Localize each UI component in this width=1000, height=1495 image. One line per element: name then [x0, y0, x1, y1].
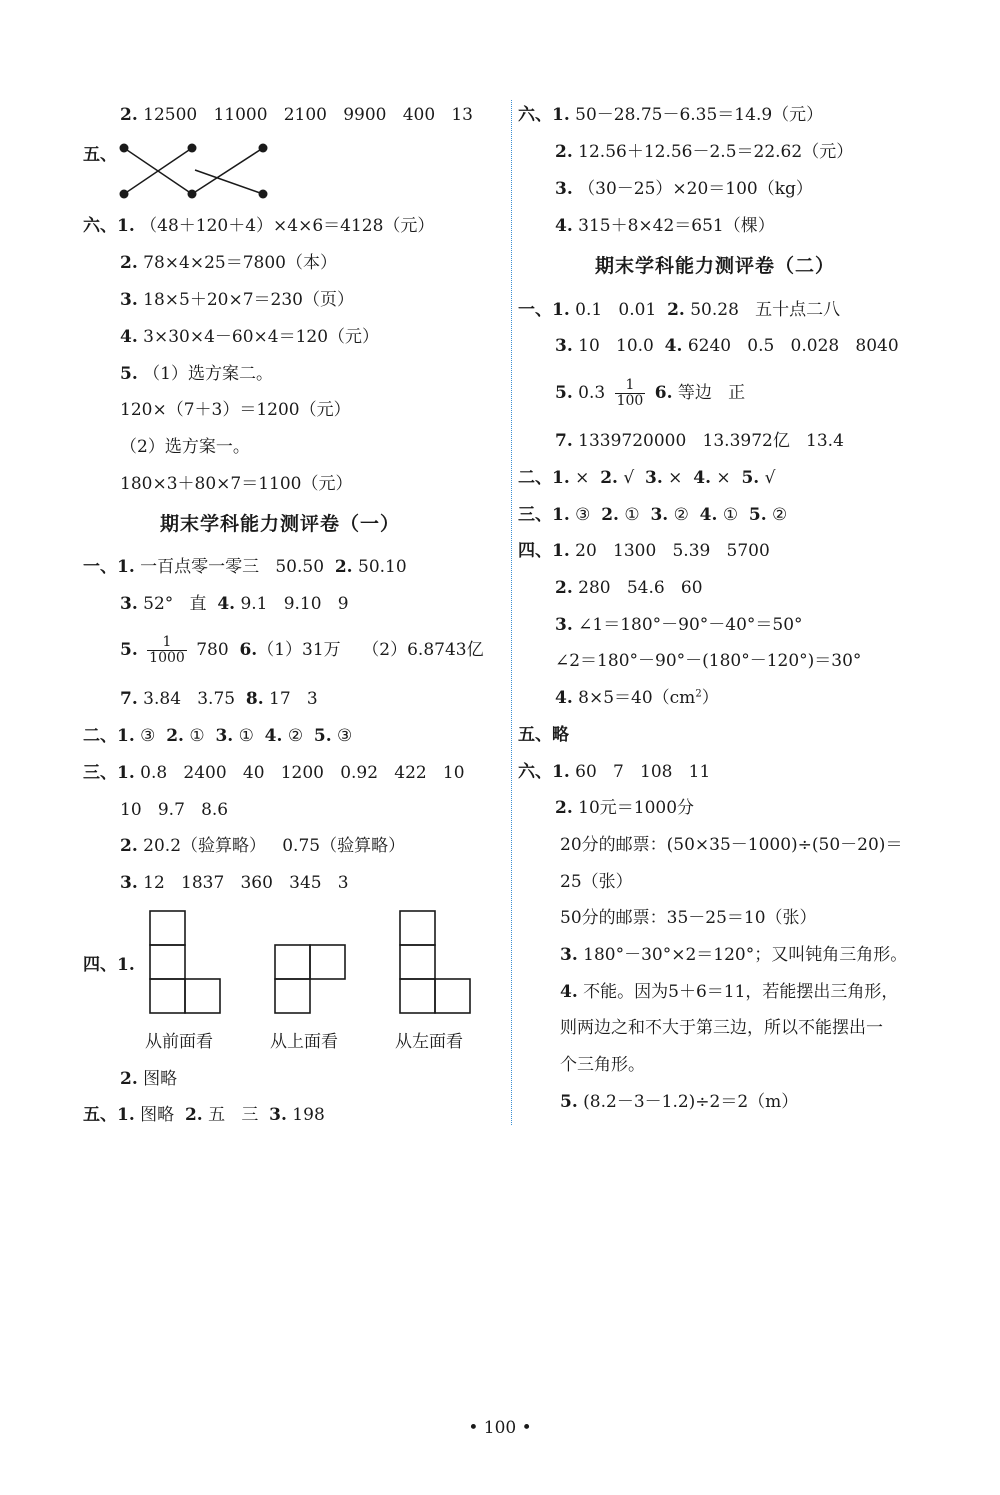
right-line-14: ∠2＝180°－90°－(180°－120°)＝30° — [555, 651, 862, 671]
left-line-9: （2）选方案一。 — [120, 437, 250, 457]
left-line-4 — [120, 253, 337, 273]
section-label: 四、 — [518, 541, 552, 561]
left-line-18 — [120, 836, 405, 856]
item-number: 1. — [552, 541, 570, 561]
left-line-8: 120×（7＋3）＝1200（元） — [120, 400, 351, 420]
item-number: 5. — [120, 364, 138, 384]
item-number: 2. — [120, 253, 138, 273]
answer-text: ① — [624, 505, 651, 525]
left-line-15 — [83, 726, 352, 746]
item-number: 4. — [664, 336, 683, 356]
section-label: 三、 — [83, 763, 117, 783]
section-label: 一、 — [518, 300, 552, 320]
answer-text: 50.10 — [352, 557, 407, 577]
left-line-11 — [83, 557, 407, 577]
answer-text: 1339720000 13.3972亿 13.4 — [578, 431, 844, 451]
right-line-8 — [555, 431, 844, 451]
left-line-21 — [120, 1069, 177, 1089]
answer-text: 9.1 9.10 9 — [235, 594, 349, 614]
answer-text: 图略 — [143, 1069, 178, 1089]
answer-text: （1）31万 （2）6.8743亿 — [257, 640, 484, 660]
answer-text: 3.84 3.75 — [143, 689, 246, 709]
item-number: 3. — [215, 726, 234, 746]
item-number: 4. — [699, 505, 718, 525]
left-line-1 — [120, 105, 473, 125]
section-label: 五、 — [518, 725, 552, 745]
left-line-22 — [83, 1105, 325, 1125]
section-label: 六、 — [518, 105, 552, 125]
answer-text: 50－28.75－6.35＝14.9（元） — [575, 105, 824, 125]
answer-text: 52° 直 — [143, 594, 218, 614]
top-view-figure — [270, 940, 350, 1018]
heading-exam-2: 期末学科能力测评卷（二） — [595, 255, 836, 277]
section-label-wu: 五、 — [83, 145, 117, 165]
right-line-2 — [555, 142, 853, 162]
answer-text: 0.8 2400 40 1200 0.92 422 10 — [140, 763, 465, 783]
answer-text: 图略 — [140, 1105, 185, 1125]
item-number: 3. — [120, 873, 138, 893]
item-number: 6. — [239, 640, 258, 660]
right-line-20: 25（张） — [560, 872, 633, 892]
right-line-5 — [518, 300, 840, 320]
item-number: 1. — [117, 726, 135, 746]
answer-text: × — [668, 468, 694, 488]
answer-text: 12500 11000 2100 9900 400 13 — [143, 105, 473, 125]
left-line-3 — [83, 216, 434, 236]
answer-text: 一百点零一零三 50.50 — [140, 557, 335, 577]
item-number: 1. — [117, 216, 135, 236]
item-number: 4. — [264, 726, 283, 746]
answer-text: 18×5＋20×7＝230（页） — [143, 290, 354, 310]
fraction — [615, 378, 646, 409]
answer-text: (8.2－3－1.2)÷2＝2（m） — [583, 1092, 799, 1112]
answer-text: 198 — [286, 1105, 325, 1125]
section-label: 一、 — [83, 557, 117, 577]
answer-text: 78×4×25＝7800（本） — [143, 253, 337, 273]
right-line-3 — [555, 179, 813, 199]
section-label: 三、 — [518, 505, 552, 525]
item-number: 1. — [117, 557, 135, 577]
column-divider — [511, 100, 512, 1125]
section-label: 二、 — [83, 726, 117, 746]
item-number: 1. — [117, 1105, 135, 1125]
section-label: 四、 — [83, 955, 117, 975]
item-number: 2. — [667, 300, 685, 320]
answer-text: 17 3 — [263, 689, 318, 709]
item-number: 2. — [555, 578, 573, 598]
item-number: 2. — [600, 468, 618, 488]
fraction-numerator: 1 — [147, 635, 187, 651]
item-number: 3. — [120, 594, 138, 614]
item-number: 2. — [601, 505, 619, 525]
right-line-13 — [555, 615, 803, 635]
section-label: 五、 — [83, 1105, 117, 1125]
answer-text: 等边 正 — [677, 383, 746, 403]
fraction-numerator: 1 — [615, 378, 646, 394]
item-number: 1. — [552, 505, 570, 525]
view-label-top: 从上面看 — [270, 1032, 338, 1052]
heading-exam-1: 期末学科能力测评卷（一） — [160, 513, 401, 535]
left-line-13 — [120, 633, 484, 667]
left-line-17: 10 9.7 8.6 — [120, 800, 229, 820]
answer-text: 8×5＝40（cm — [578, 688, 696, 708]
answer-text: 20 1300 5.39 5700 — [575, 541, 770, 561]
right-line-9 — [518, 468, 775, 488]
item-number: 4. — [555, 688, 573, 708]
item-number: 5. — [741, 468, 760, 488]
right-line-15 — [555, 688, 719, 708]
answer-text: 略 — [552, 725, 569, 745]
answer-text: 6240 0.5 0.028 8040 — [682, 336, 899, 356]
item-number: 5. — [120, 640, 138, 660]
item-number: 4. — [693, 468, 711, 488]
answer-text: ∠1＝180°－90°－40°＝50° — [578, 615, 803, 635]
left-line-16 — [83, 763, 465, 783]
left-line-10: 180×3＋80×7＝1100（元） — [120, 474, 353, 494]
left-line-5 — [120, 290, 354, 310]
right-line-22 — [560, 945, 907, 965]
answer-text: 12.56＋12.56－2.5＝22.62（元） — [578, 142, 854, 162]
item-number: 2. — [166, 726, 184, 746]
fraction-denominator: 1000 — [149, 650, 185, 666]
right-line-18 — [555, 798, 694, 818]
answer-text: 20.2（验算略） 0.75（验算略） — [143, 836, 406, 856]
right-line-11 — [518, 541, 770, 561]
item-number: 5. — [555, 383, 573, 403]
right-line-4 — [555, 216, 775, 236]
item-number: 3. — [555, 336, 573, 356]
item-number: 4. — [560, 982, 578, 1002]
item-number: 3. — [560, 945, 578, 965]
answer-text: 五 三 — [208, 1105, 270, 1125]
item-number: 3. — [645, 468, 663, 488]
answer-text: 0.1 0.01 — [575, 300, 668, 320]
answer-text: 10元＝1000分 — [578, 798, 695, 818]
front-view-figure — [145, 906, 225, 1018]
right-line-23 — [560, 982, 898, 1002]
item-number: 2. — [184, 1105, 203, 1125]
superscript: 2 — [695, 688, 702, 700]
answer-text: 0.3 — [578, 383, 606, 403]
left-line-12 — [120, 594, 349, 614]
right-line-16 — [518, 725, 569, 745]
page-number: • 100 • — [468, 1418, 532, 1438]
answer-text: 3×30×4－60×4＝120（元） — [143, 327, 380, 347]
right-line-19: 20分的邮票：(50×35－1000)÷(50－20)＝ — [560, 835, 903, 855]
view-label-left: 从左面看 — [395, 1032, 463, 1052]
item-number: 6. — [654, 383, 673, 403]
answer-text: 280 54.6 60 — [578, 578, 703, 598]
section-label: 二、 — [518, 468, 552, 488]
item-number: 5. — [748, 505, 767, 525]
item-number: 3. — [555, 615, 573, 635]
item-number: 2. — [120, 836, 138, 856]
item-number: 2. — [555, 798, 573, 818]
right-line-6 — [555, 336, 899, 356]
item-number: 1. — [117, 955, 135, 975]
right-line-25: 个三角形。 — [560, 1055, 645, 1075]
answer-text: （48＋120＋4）×4×6＝4128（元） — [140, 216, 435, 236]
answer-text: 12 1837 360 345 3 — [143, 873, 349, 893]
answer-text: ① — [722, 505, 749, 525]
right-line-26 — [560, 1092, 798, 1112]
answer-text: 315＋8×42＝651（棵） — [578, 216, 775, 236]
answer-text: 180°－30°×2＝120°；又叫钝角三角形。 — [583, 945, 908, 965]
right-line-12 — [555, 578, 703, 598]
left-line-6 — [120, 327, 379, 347]
answer-text: ③ — [337, 726, 353, 746]
item-number: 7. — [120, 689, 138, 709]
view-label-front: 从前面看 — [145, 1032, 213, 1052]
answer-text: （30－25）×20＝100（kg） — [578, 179, 813, 199]
left-line-7 — [120, 364, 273, 384]
item-number: 2. — [120, 1069, 138, 1089]
item-number: 3. — [120, 290, 138, 310]
item-number: 2. — [120, 105, 138, 125]
right-line-10 — [518, 505, 787, 525]
answer-text: ① — [238, 726, 265, 746]
answer-text: ② — [673, 505, 700, 525]
answer-text: 60 7 108 11 — [575, 762, 711, 782]
answer-text: ） — [701, 688, 719, 708]
item-number: 4. — [217, 594, 236, 614]
item-number: 2. — [555, 142, 573, 162]
matching-lines-figure — [115, 140, 275, 202]
item-number: 1. — [552, 300, 570, 320]
answer-text: ① — [189, 726, 216, 746]
item-number: 7. — [555, 431, 573, 451]
answer-text: 10 10.0 — [578, 336, 665, 356]
item-number: 5. — [560, 1092, 578, 1112]
right-line-7 — [555, 376, 745, 410]
left-line-14 — [120, 689, 318, 709]
right-line-17 — [518, 762, 710, 782]
item-number: 1. — [552, 762, 570, 782]
answer-text: × — [575, 468, 601, 488]
right-line-21: 50分的邮票：35－25＝10（张） — [560, 908, 817, 928]
item-number: 3. — [555, 179, 573, 199]
answer-text: （1）选方案二。 — [143, 364, 273, 384]
section-label: 六、 — [83, 216, 117, 236]
answer-text: ② — [287, 726, 314, 746]
fraction — [147, 635, 187, 666]
answer-text: 50.28 五十点二八 — [684, 300, 841, 320]
item-number: 1. — [552, 468, 570, 488]
item-number: 3. — [650, 505, 669, 525]
left-view-figure — [395, 906, 475, 1018]
left-line-20 — [83, 955, 135, 975]
left-line-19 — [120, 873, 349, 893]
item-number: 1. — [552, 105, 570, 125]
item-number: 4. — [120, 327, 138, 347]
item-number: 3. — [269, 1105, 287, 1125]
answer-text: ③ — [575, 505, 602, 525]
section-label: 六、 — [518, 762, 552, 782]
item-number: 1. — [117, 763, 135, 783]
answer-text: × — [716, 468, 742, 488]
item-number: 8. — [245, 689, 264, 709]
answer-text: 780 — [196, 640, 240, 660]
answer-text: √ — [623, 468, 646, 488]
answer-text: ② — [772, 505, 788, 525]
right-line-24: 则两边之和不大于第三边，所以不能摆出一 — [560, 1018, 883, 1038]
answer-text: 不能。因为5＋6＝11，若能摆出三角形， — [583, 982, 899, 1002]
fraction-denominator: 100 — [616, 393, 644, 409]
item-number: 5. — [313, 726, 332, 746]
right-line-1 — [518, 105, 823, 125]
item-number: 2. — [334, 557, 353, 577]
answer-text: √ — [764, 468, 776, 488]
item-number: 4. — [555, 216, 573, 236]
answer-text: ③ — [140, 726, 167, 746]
